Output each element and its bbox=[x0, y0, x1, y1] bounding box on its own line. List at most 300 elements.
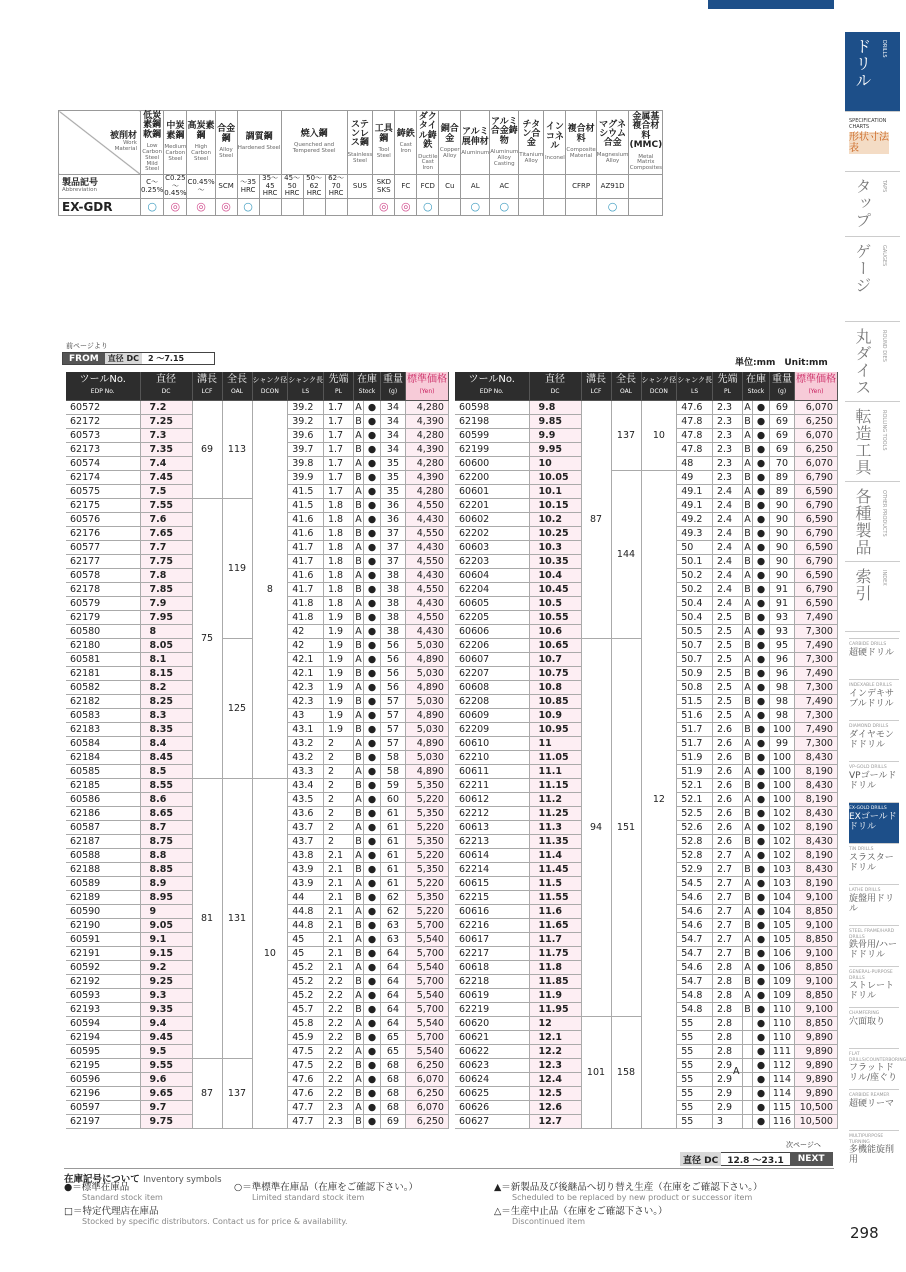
pl-value: 1.9 bbox=[323, 624, 353, 638]
price-yen: 7,300 bbox=[794, 708, 837, 722]
sidebar-category-7[interactable] bbox=[849, 925, 899, 966]
sidebar-category-5[interactable] bbox=[849, 843, 899, 884]
stock-class bbox=[743, 1017, 753, 1030]
stock-class: A bbox=[354, 793, 364, 806]
stock-cell bbox=[742, 1002, 769, 1016]
edp-no: 60576 bbox=[66, 512, 140, 526]
ls-value: 39.7 bbox=[288, 442, 324, 456]
edp-no: 60588 bbox=[66, 848, 140, 862]
ls-value: 49.3 bbox=[677, 526, 713, 540]
weight-g: 37 bbox=[380, 540, 405, 554]
next-range-label[interactable] bbox=[680, 1152, 833, 1166]
edp-no: 62186 bbox=[66, 806, 140, 820]
weight-g: 63 bbox=[380, 918, 405, 932]
stock-class: A bbox=[743, 513, 753, 526]
edp-no: 60613 bbox=[455, 820, 529, 834]
top-accent-bar bbox=[708, 0, 834, 9]
edp-no: 62173 bbox=[66, 442, 140, 456]
stock-symbol: ● bbox=[756, 863, 766, 875]
edp-no: 62182 bbox=[66, 694, 140, 708]
stock-class: B bbox=[743, 975, 753, 988]
category-jp: ダイヤモンドドリル bbox=[849, 729, 894, 750]
weight-g: 57 bbox=[380, 736, 405, 750]
stock-symbol: ● bbox=[756, 877, 766, 889]
dcon-value: 8 bbox=[252, 400, 288, 778]
criteria-6: 45～50 HRC bbox=[281, 175, 303, 199]
pl-value: 1.8 bbox=[323, 596, 353, 610]
stock-symbol: ● bbox=[756, 597, 766, 609]
edp-no: 60619 bbox=[455, 988, 529, 1002]
ls-value: 50.9 bbox=[677, 666, 713, 680]
stock-cell bbox=[353, 904, 380, 918]
oal-value: 137 bbox=[222, 1058, 252, 1128]
diameter-dc: 11.9 bbox=[529, 988, 581, 1002]
weight-g: 56 bbox=[380, 652, 405, 666]
pl-value: 2.2 bbox=[323, 1072, 353, 1086]
edp-no: 60590 bbox=[66, 904, 140, 918]
sidebar-tab-en: TAPS bbox=[881, 180, 887, 193]
ls-value: 44.8 bbox=[288, 918, 324, 932]
stock-class: A bbox=[743, 849, 753, 862]
sidebar-category-6[interactable] bbox=[849, 884, 899, 925]
edp-no: 62189 bbox=[66, 890, 140, 904]
criteria-4: ～35 HRC bbox=[237, 175, 259, 199]
edp-no: 60579 bbox=[66, 596, 140, 610]
sidebar-category-10[interactable] bbox=[849, 1048, 906, 1089]
diameter-dc: 10.25 bbox=[529, 526, 581, 540]
diameter-dc: 9.2 bbox=[140, 960, 192, 974]
lcf-value: 75 bbox=[192, 498, 222, 778]
pl-value: 2.7 bbox=[712, 932, 742, 946]
sidebar-category-4[interactable] bbox=[849, 802, 899, 843]
pl-value: 1.9 bbox=[323, 708, 353, 722]
weight-g: 38 bbox=[380, 624, 405, 638]
weight-g: 102 bbox=[769, 820, 794, 834]
pl-value: 2.6 bbox=[712, 834, 742, 848]
stock-cell bbox=[353, 946, 380, 960]
stock-symbol: ● bbox=[367, 1045, 377, 1057]
diameter-dc: 11.4 bbox=[529, 848, 581, 862]
price-yen: 5,220 bbox=[405, 904, 448, 918]
edp-no: 60607 bbox=[455, 652, 529, 666]
legend-jp: ○＝準標準在庫品（在庫をご確認下さい。） bbox=[234, 1182, 419, 1193]
sidebar-category-11[interactable] bbox=[849, 1089, 899, 1130]
price-yen: 6,070 bbox=[794, 456, 837, 470]
stock-cell bbox=[742, 834, 769, 848]
next-dc-tag: 直径 DC bbox=[680, 1152, 721, 1166]
price-yen: 4,430 bbox=[405, 512, 448, 526]
edp-no: 60605 bbox=[455, 596, 529, 610]
sidebar-tab-jp: ゲージ bbox=[853, 243, 872, 294]
weight-g: 106 bbox=[769, 946, 794, 960]
stock-cell bbox=[742, 456, 769, 470]
sidebar-tab-1[interactable] bbox=[845, 112, 900, 172]
sidebar-tab-7[interactable] bbox=[845, 562, 900, 632]
stock-symbol: ● bbox=[367, 793, 377, 805]
stock-class: B bbox=[354, 891, 364, 904]
category-en: CHAMFERING bbox=[849, 1011, 880, 1016]
ls-value: 49.1 bbox=[677, 484, 713, 498]
stock-symbol: ● bbox=[756, 835, 766, 847]
stock-class-spacer bbox=[743, 1031, 753, 1044]
suitability-4: ○ bbox=[237, 199, 259, 216]
edp-no: 60599 bbox=[455, 428, 529, 442]
stock-class: B bbox=[354, 555, 364, 568]
diameter-dc: 7.6 bbox=[140, 512, 192, 526]
edp-no: 62185 bbox=[66, 778, 140, 792]
stock-class: B bbox=[354, 527, 364, 540]
diameter-dc: 10.65 bbox=[529, 638, 581, 652]
stock-cell bbox=[742, 792, 769, 806]
edp-no: 60582 bbox=[66, 680, 140, 694]
stock-symbol: ● bbox=[367, 1087, 377, 1099]
stock-cell bbox=[742, 596, 769, 610]
weight-g: 59 bbox=[380, 778, 405, 792]
weight-g: 37 bbox=[380, 554, 405, 568]
edp-no: 60573 bbox=[66, 428, 140, 442]
stock-class: A bbox=[354, 1017, 364, 1030]
sidebar-category-9[interactable] bbox=[849, 1007, 899, 1048]
diameter-dc: 7.3 bbox=[140, 428, 192, 442]
price-yen: 6,070 bbox=[405, 1072, 448, 1086]
stock-symbol: ● bbox=[367, 891, 377, 903]
sidebar-tab-en: INDEX bbox=[881, 570, 887, 586]
pl-value: 2.4 bbox=[712, 512, 742, 526]
edp-no: 60610 bbox=[455, 736, 529, 750]
weight-g: 116 bbox=[769, 1114, 794, 1128]
price-yen: 8,190 bbox=[794, 764, 837, 778]
stock-symbol: ● bbox=[756, 401, 766, 413]
weight-g: 61 bbox=[380, 876, 405, 890]
ls-value: 43.6 bbox=[288, 806, 324, 820]
pl-value: 1.9 bbox=[323, 652, 353, 666]
sidebar-tab-en: OTHER PRODUCTS bbox=[881, 490, 887, 537]
ls-value: 42 bbox=[288, 638, 324, 652]
weight-g: 64 bbox=[380, 988, 405, 1002]
stock-class: B bbox=[354, 415, 364, 428]
lcf-value: 81 bbox=[192, 778, 222, 1058]
diameter-dc: 12.2 bbox=[529, 1044, 581, 1058]
stock-symbol: ● bbox=[756, 611, 766, 623]
ls-value: 42.3 bbox=[288, 680, 324, 694]
stock-class: B bbox=[354, 639, 364, 652]
weight-g: 64 bbox=[380, 974, 405, 988]
sidebar-category-0[interactable] bbox=[849, 638, 899, 679]
price-yen: 8,190 bbox=[794, 876, 837, 890]
edp-no: 62192 bbox=[66, 974, 140, 988]
sidebar-category-1[interactable] bbox=[849, 679, 899, 720]
price-yen: 6,590 bbox=[794, 512, 837, 526]
pl-value: 2.8 bbox=[712, 1016, 742, 1030]
legend-en: Stocked by specific distributors. Contact us for price & availability. bbox=[82, 1217, 348, 1226]
diameter-dc: 12.4 bbox=[529, 1072, 581, 1086]
stock-class: B bbox=[743, 443, 753, 456]
weight-g: 69 bbox=[769, 400, 794, 414]
spec-table-left bbox=[66, 372, 449, 1129]
diameter-dc: 7.55 bbox=[140, 498, 192, 512]
category-jp: 多機能旋削用 bbox=[849, 1145, 895, 1165]
stock-cell bbox=[353, 582, 380, 596]
edp-no: 62180 bbox=[66, 638, 140, 652]
price-yen: 4,890 bbox=[405, 708, 448, 722]
suitability-1: ◎ bbox=[164, 199, 187, 216]
stock-cell bbox=[742, 680, 769, 694]
stock-symbol: ● bbox=[367, 1059, 377, 1071]
suitability-13 bbox=[439, 199, 461, 216]
pl-value: 2.3 bbox=[712, 470, 742, 484]
suitability-8 bbox=[325, 199, 347, 216]
stock-cell bbox=[742, 526, 769, 540]
diameter-dc: 12 bbox=[529, 1016, 581, 1030]
diameter-dc: 10.55 bbox=[529, 610, 581, 624]
diameter-dc: 7.2 bbox=[140, 400, 192, 414]
stock-cell bbox=[742, 582, 769, 596]
price-yen: 4,430 bbox=[405, 596, 448, 610]
diameter-dc: 8.55 bbox=[140, 778, 192, 792]
stock-class: B bbox=[743, 583, 753, 596]
stock-symbol: ● bbox=[756, 471, 766, 483]
pl-value: 2.3 bbox=[712, 456, 742, 470]
stock-symbol: ● bbox=[367, 513, 377, 525]
ls-value: 50.4 bbox=[677, 610, 713, 624]
sidebar-tab-3[interactable] bbox=[845, 237, 900, 322]
diameter-dc: 9.15 bbox=[140, 946, 192, 960]
ls-value: 45 bbox=[288, 946, 324, 960]
stock-symbol: ● bbox=[367, 765, 377, 777]
suitability-12: ○ bbox=[417, 199, 439, 216]
stock-symbol: ● bbox=[756, 667, 766, 679]
stock-class: B bbox=[354, 807, 364, 820]
price-yen: 6,790 bbox=[794, 470, 837, 484]
pl-value: 1.9 bbox=[323, 666, 353, 680]
material-group-16: マグネシウム合金 Magnesium Alloy bbox=[596, 111, 629, 175]
diameter-dc: 11.25 bbox=[529, 806, 581, 820]
price-yen: 9,890 bbox=[794, 1058, 837, 1072]
stock-class-merged: A bbox=[733, 1066, 740, 1077]
price-yen: 4,280 bbox=[405, 484, 448, 498]
weight-g: 106 bbox=[769, 960, 794, 974]
stock-symbol: ● bbox=[756, 821, 766, 833]
stock-cell bbox=[742, 442, 769, 456]
edp-no: 62209 bbox=[455, 722, 529, 736]
inventory-legend bbox=[64, 1168, 834, 1226]
diameter-dc: 10.7 bbox=[529, 652, 581, 666]
stock-class-spacer bbox=[743, 1115, 753, 1128]
header-4: シャンク径 DCON bbox=[252, 372, 288, 400]
price-yen: 7,300 bbox=[794, 680, 837, 694]
ls-value: 54.6 bbox=[677, 918, 713, 932]
edp-no: 62194 bbox=[66, 1030, 140, 1044]
stock-class: B bbox=[354, 1003, 364, 1016]
diameter-dc: 9.3 bbox=[140, 988, 192, 1002]
stock-cell bbox=[353, 694, 380, 708]
weight-g: 93 bbox=[769, 624, 794, 638]
stock-cell bbox=[742, 932, 769, 946]
edp-no: 60598 bbox=[455, 400, 529, 414]
edp-no: 62210 bbox=[455, 750, 529, 764]
stock-cell bbox=[742, 960, 769, 974]
pl-value: 2.4 bbox=[712, 568, 742, 582]
diameter-dc: 10.75 bbox=[529, 666, 581, 680]
sidebar-category-3[interactable] bbox=[849, 761, 899, 802]
stock-symbol: ● bbox=[367, 695, 377, 707]
ls-value: 49 bbox=[677, 470, 713, 484]
pl-value: 2.4 bbox=[712, 582, 742, 596]
stock-class-spacer bbox=[743, 1073, 753, 1086]
material-group-2: 高炭素鋼 High Carbon Steel bbox=[187, 111, 215, 175]
stock-class: A bbox=[743, 933, 753, 946]
criteria-12: FCD bbox=[417, 175, 439, 199]
suitability-0: ○ bbox=[141, 199, 164, 216]
weight-g: 104 bbox=[769, 890, 794, 904]
diameter-dc: 11.5 bbox=[529, 876, 581, 890]
stock-cell bbox=[353, 1030, 380, 1044]
ls-value: 50.5 bbox=[677, 624, 713, 638]
stock-cell bbox=[353, 736, 380, 750]
stock-cell bbox=[353, 1002, 380, 1016]
stock-cell bbox=[742, 764, 769, 778]
stock-cell bbox=[353, 876, 380, 890]
edp-no: 60620 bbox=[455, 1016, 529, 1030]
sidebar-tab-4[interactable] bbox=[845, 322, 900, 402]
ls-value: 52.9 bbox=[677, 862, 713, 876]
pl-value: 2.6 bbox=[712, 764, 742, 778]
sidebar-tab-en: DRILLS bbox=[881, 40, 887, 58]
pl-value: 1.8 bbox=[323, 540, 353, 554]
stock-cell bbox=[742, 400, 769, 414]
price-yen: 10,500 bbox=[794, 1114, 837, 1128]
category-en: CARBIDE DRILLS bbox=[849, 642, 887, 647]
diameter-dc: 9.7 bbox=[140, 1100, 192, 1114]
weight-g: 100 bbox=[769, 722, 794, 736]
pl-value: 2.2 bbox=[323, 988, 353, 1002]
diameter-dc: 7.35 bbox=[140, 442, 192, 456]
edp-no: 62219 bbox=[455, 1002, 529, 1016]
weight-g: 38 bbox=[380, 568, 405, 582]
pl-value: 2.1 bbox=[323, 876, 353, 890]
diameter-dc: 8.85 bbox=[140, 862, 192, 876]
ls-value: 41.7 bbox=[288, 554, 324, 568]
stock-symbol: ● bbox=[367, 779, 377, 791]
stock-cell bbox=[742, 1114, 769, 1128]
ls-value: 54.7 bbox=[677, 974, 713, 988]
pl-value: 2.7 bbox=[712, 862, 742, 876]
criteria-13: Cu bbox=[439, 175, 461, 199]
weight-g: 103 bbox=[769, 876, 794, 890]
diameter-dc: 8.9 bbox=[140, 876, 192, 890]
diameter-dc: 8 bbox=[140, 624, 192, 638]
price-yen: 6,250 bbox=[405, 1114, 448, 1128]
pl-value: 1.8 bbox=[323, 512, 353, 526]
header-6: 先端 PL bbox=[323, 372, 353, 400]
stock-symbol: ● bbox=[756, 695, 766, 707]
stock-class: B bbox=[354, 583, 364, 596]
legend-en: Discontinued item bbox=[512, 1217, 586, 1226]
pl-value: 2.4 bbox=[712, 526, 742, 540]
stock-cell bbox=[353, 512, 380, 526]
spec-table-right bbox=[455, 372, 838, 1129]
diameter-dc: 11.65 bbox=[529, 918, 581, 932]
edp-no: 62184 bbox=[66, 750, 140, 764]
diameter-dc: 9.5 bbox=[140, 1044, 192, 1058]
next-button[interactable]: NEXT bbox=[790, 1152, 833, 1166]
stock-cell bbox=[742, 946, 769, 960]
pl-value: 2.3 bbox=[712, 400, 742, 414]
stock-symbol: ● bbox=[756, 975, 766, 987]
oal-value: 137 bbox=[611, 400, 641, 470]
ls-value: 54.6 bbox=[677, 904, 713, 918]
pl-value: 2.5 bbox=[712, 638, 742, 652]
price-yen: 9,100 bbox=[794, 1002, 837, 1016]
sidebar-tab-jp: ドリル bbox=[853, 38, 872, 89]
stock-class: A bbox=[743, 989, 753, 1002]
stock-cell bbox=[742, 1044, 769, 1058]
diameter-dc: 8.05 bbox=[140, 638, 192, 652]
stock-symbol: ● bbox=[756, 527, 766, 539]
diameter-dc: 9.85 bbox=[529, 414, 581, 428]
stock-cell bbox=[353, 526, 380, 540]
header-8: 重量 (g) bbox=[380, 372, 405, 400]
stock-symbol: ● bbox=[756, 1031, 766, 1043]
stock-class-spacer bbox=[743, 1087, 753, 1100]
pl-value: 3 bbox=[712, 1114, 742, 1128]
sidebar-tab-en: GAUGES bbox=[881, 245, 887, 267]
sidebar-tab-5[interactable] bbox=[845, 402, 900, 482]
price-yen: 9,890 bbox=[794, 1072, 837, 1086]
weight-g: 62 bbox=[380, 904, 405, 918]
stock-cell bbox=[742, 694, 769, 708]
price-yen: 5,540 bbox=[405, 988, 448, 1002]
weight-g: 60 bbox=[380, 792, 405, 806]
sidebar-category-8[interactable] bbox=[849, 966, 899, 1007]
diameter-dc: 11.95 bbox=[529, 1002, 581, 1016]
stock-cell bbox=[353, 974, 380, 988]
edp-no: 62176 bbox=[66, 526, 140, 540]
weight-g: 98 bbox=[769, 694, 794, 708]
pl-value: 2.1 bbox=[323, 848, 353, 862]
sidebar-tab-0[interactable] bbox=[845, 32, 900, 112]
pl-value: 1.9 bbox=[323, 722, 353, 736]
edp-no: 60604 bbox=[455, 568, 529, 582]
stock-class: B bbox=[743, 723, 753, 736]
lcf-value: 87 bbox=[192, 1058, 222, 1128]
material-group-17: 金属基複合材料 (MMC) Metal Matrix Composites bbox=[629, 111, 663, 175]
sidebar-category-12[interactable] bbox=[849, 1130, 899, 1171]
stock-class: B bbox=[743, 695, 753, 708]
pl-value: 1.7 bbox=[323, 484, 353, 498]
diameter-dc: 11 bbox=[529, 736, 581, 750]
stock-class: A bbox=[743, 877, 753, 890]
diameter-dc: 9.1 bbox=[140, 932, 192, 946]
pl-value: 2.2 bbox=[323, 1058, 353, 1072]
pl-value: 2.7 bbox=[712, 876, 742, 890]
pl-value: 2.3 bbox=[712, 428, 742, 442]
weight-g: 100 bbox=[769, 750, 794, 764]
sidebar-tab-6[interactable] bbox=[845, 482, 900, 562]
category-jp: 穴面取り bbox=[849, 1016, 886, 1027]
material-group-6: ステンレス鋼 Stainless Steel bbox=[347, 111, 373, 175]
weight-g: 37 bbox=[380, 526, 405, 540]
pl-value: 2 bbox=[323, 834, 353, 848]
sidebar-category-2[interactable] bbox=[849, 720, 899, 761]
legend-item-2 bbox=[494, 1183, 763, 1203]
stock-class: B bbox=[354, 1031, 364, 1044]
material-group-10: 銅合金 Copper Alloy bbox=[439, 111, 461, 175]
weight-g: 38 bbox=[380, 610, 405, 624]
stock-cell bbox=[742, 568, 769, 582]
sidebar-tab-2[interactable] bbox=[845, 172, 900, 237]
diameter-dc: 9.75 bbox=[140, 1114, 192, 1128]
